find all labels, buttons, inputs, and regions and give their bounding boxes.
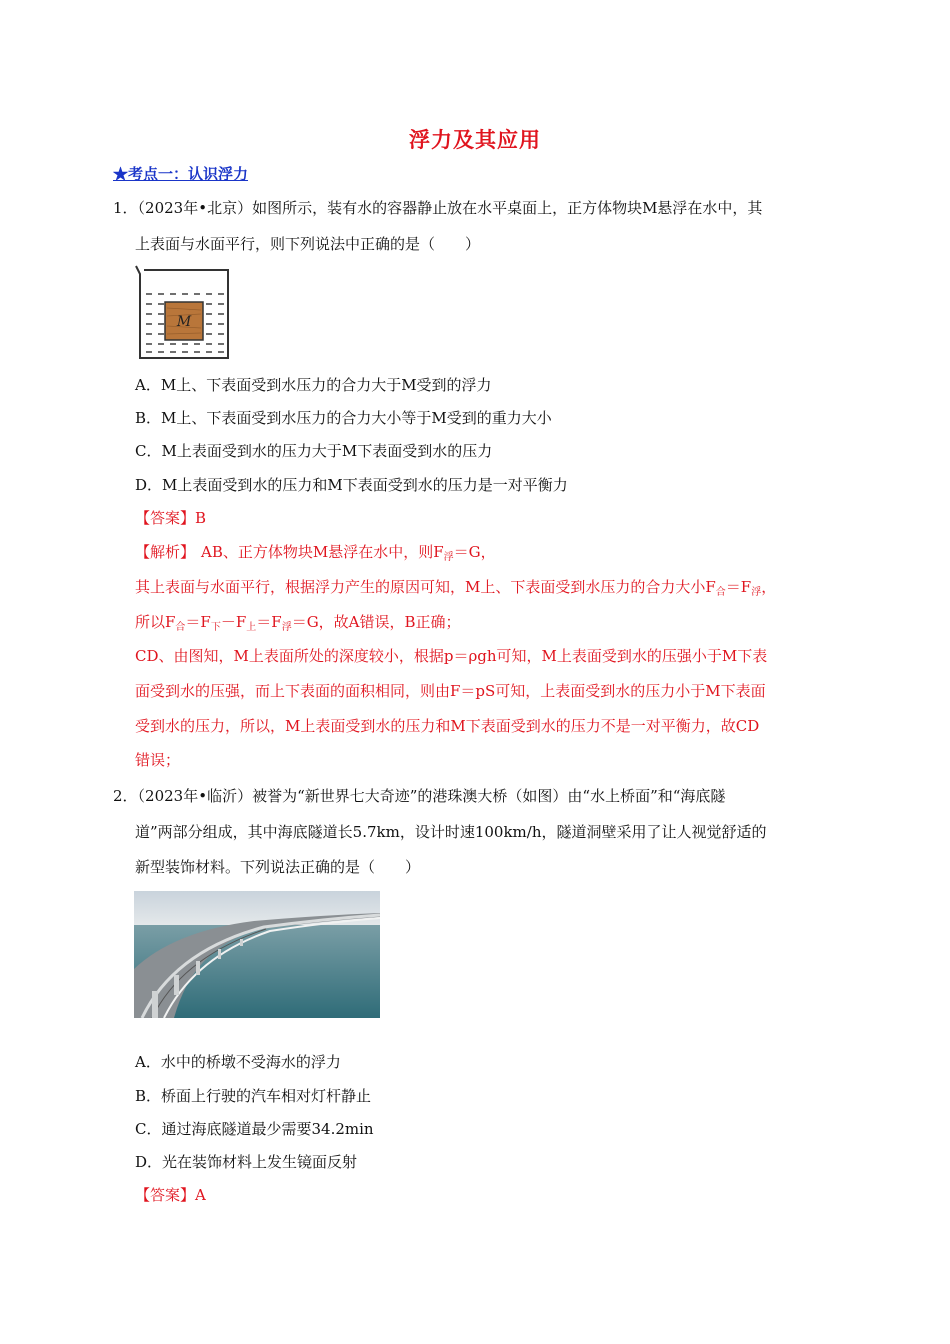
bridge-photo [134, 891, 380, 1018]
q1-analysis-line7: 错误； [135, 751, 181, 769]
q1-answer [135, 508, 206, 528]
q1-stem-line1: 1．（2023年•北京）如图所示，装有水的容器静止放在水平桌面上，正方体物块M悬浮在水中，其 [113, 199, 763, 217]
analysis-text: 所以F [135, 613, 176, 631]
answer-tag: 【答案】 [135, 509, 196, 527]
subscript: 浮 [751, 587, 762, 598]
analysis-text: AB、正方体物块M悬浮在水中，则F [201, 543, 444, 561]
q1-analysis-line2 [135, 577, 776, 603]
q2-stem-line3: 新型装饰材料。下列说法正确的是（ ） [135, 858, 421, 876]
q1-option-b: B．M上、下表面受到水压力的合力大小等于M受到的重力大小 [135, 409, 552, 427]
q1-analysis-line1 [135, 542, 496, 568]
subscript: 浮 [281, 622, 292, 633]
q1-analysis-line4: CD、由图知，M上表面所处的深度较小，根据p＝ρgh可知，M上表面受到水的压强小于M下表 [135, 647, 768, 665]
q2-option-b: B．桥面上行驶的汽车相对灯杆静止 [135, 1087, 372, 1105]
analysis-text: 其上表面与水面平行，根据浮力产生的原因可知，M上、下表面受到水压力的合力大小F [135, 578, 716, 596]
subscript: 合 [715, 587, 726, 598]
analysis-text: ＝G，故A错误，B正确； [291, 613, 461, 631]
subscript: 合 [175, 622, 186, 633]
analysis-tag: 【解析】 [135, 543, 196, 561]
answer-value: A [195, 1186, 206, 1204]
analysis-text: ＝G， [453, 543, 496, 561]
q2-stem-line1: 2．（2023年•临沂）被誉为“新世界七大奇迹”的港珠澳大桥（如图）由“水上桥面”和“海底隧 [113, 787, 726, 805]
q1-analysis-line5: 面受到水的压强，而上下表面的面积相同，则由F＝pS可知，上表面受到水的压力小于M下表面 [135, 682, 766, 700]
q1-option-a: A．M上、下表面受到水压力的合力大于M受到的浮力 [135, 376, 492, 394]
q2-option-d: D．光在装饰材料上发生镜面反射 [135, 1153, 358, 1171]
q2-stem-line2: 道”两部分组成，其中海底隧道长5.7km，设计时速100km/h，隧道洞壁采用了让人视觉舒适的 [135, 823, 767, 841]
analysis-text: ， [761, 578, 777, 596]
q2-answer [135, 1185, 206, 1205]
subscript: 下 [210, 622, 221, 633]
page-title: 浮力及其应用 [409, 127, 541, 152]
answer-value: B [195, 509, 207, 527]
subscript: 浮 [443, 552, 454, 563]
q2-option-a: A．水中的桥墩不受海水的浮力 [135, 1053, 341, 1071]
analysis-text: ＝F [256, 613, 282, 631]
q1-stem-line2: 上表面与水面平行，则下列说法中正确的是（ ） [135, 235, 481, 253]
beaker-figure [134, 264, 234, 362]
section-heading: ★考点一：认识浮力 [113, 165, 249, 183]
q1-option-c: C．M上表面受到水的压力大于M下表面受到水的压力 [135, 442, 493, 460]
answer-tag: 【答案】 [135, 1186, 196, 1204]
q1-option-d: D．M上表面受到水的压力和M下表面受到水的压力是一对平衡力 [135, 476, 568, 494]
q1-analysis-line6: 受到水的压力，所以，M上表面受到水的压力和M下表面受到水的压力不是一对平衡力，故CD [135, 717, 760, 735]
analysis-text: ＝F [185, 613, 211, 631]
analysis-text: ＝F [725, 578, 752, 596]
analysis-text: －F [220, 613, 247, 631]
block-label-m: M [176, 314, 192, 330]
q2-option-c: C．通过海底隧道最少需要34.2min [135, 1120, 374, 1138]
subscript: 上 [246, 622, 257, 633]
q1-analysis-line3 [135, 612, 461, 638]
